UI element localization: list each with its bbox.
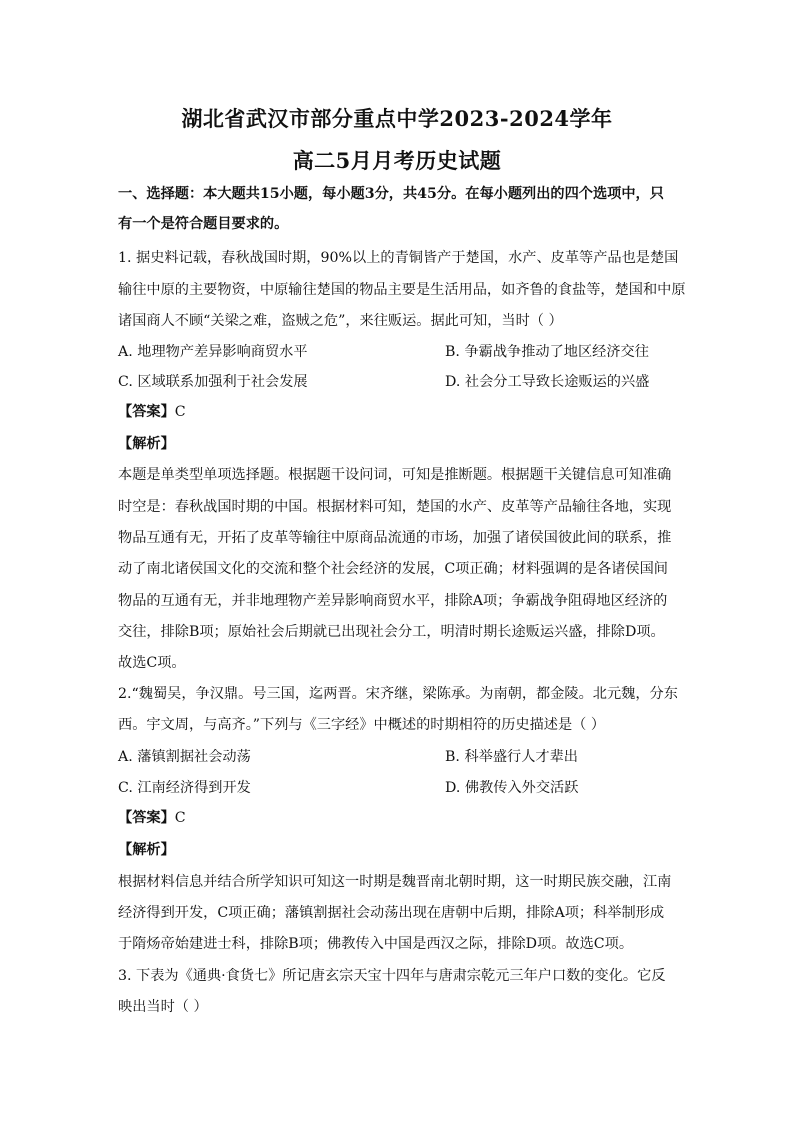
q1-option-a: A. 地理物产差异影响商贸水平 [118,344,308,360]
q1-answer [118,402,186,422]
q2-option-a: A. 藩镇割据社会动荡 [118,749,251,765]
paper-title-line1: 湖北省武汉市部分重点中学2023-2024学年 [181,106,613,131]
q1-stem-line: 输往中原的主要物资，中原输往楚国的物品主要是生活用品，如齐鲁的食盐等，楚国和中原 [118,282,686,298]
q2-analysis-line: 于隋炀帝始建进士科，排除B项；佛教传入中国是西汉之际，排除D项。故选C项。 [118,936,634,952]
q2-option-b: B. 科举盛行人才辈出 [445,749,578,765]
q1-option-b: B. 争霸战争推动了地区经济交往 [445,344,649,360]
q1-option-c: C. 区域联系加强利于社会发展 [118,374,308,390]
q1-stem-line: 诸国商人不顾“关梁之难，盗贼之危”，来往贩运。据此可知，当时（ ） [118,313,563,329]
q1-analysis-line: 交往，排除B项；原始社会后期就已出现社会分工，明清时期长途贩运兴盛，排除D项。 [118,624,665,640]
q2-answer-label: 【答案】 [118,810,175,826]
q2-stem-line: 西。宇文周，与高齐。”下列与《三字经》中概述的时期相符的历史描述是（ ） [118,717,606,733]
q2-stem-line: 2.“魏蜀吴，争汉鼎。号三国，迄两晋。宋齐继，梁陈承。为南朝，都金陵。北元魏，分东 [118,686,678,702]
q1-analysis-label: 【解析】 [118,436,175,452]
q1-analysis-line: 物品互通有无，开拓了皮革等输往中原商品流通的市场，加强了诸侯国彼此间的联系，推 [118,530,672,546]
q1-analysis-line: 物品的互通有无，并非地理物产差异影响商贸水平，排除A项；争霸战争阻碍地区经济的 [118,593,668,609]
paper-title-line2: 高二5月月考历史试题 [292,148,502,173]
q2-option-d: D. 佛教传入外交活跃 [445,780,579,796]
q2-answer-value: C [174,810,186,826]
q1-stem-line: 1. 据史料记载，春秋战国时期，90%以上的青铜皆产于楚国，水产、皮革等产品也是楚国 [118,250,679,266]
q2-analysis-line: 根据材料信息并结合所学知识可知这一时期是魏晋南北朝时期，这一时期民族交融，江南 [118,874,672,890]
section-heading-line1: 一、选择题：本大题共15小题，每小题3分，共45分。在每小题列出的四个选项中，只 [118,186,664,202]
q1-answer-label: 【答案】 [118,404,175,420]
q2-answer [118,808,186,828]
q2-analysis-label: 【解析】 [118,842,175,858]
q1-analysis-line: 故选C项。 [118,655,186,671]
section-heading-line2: 有一个是符合题目要求的。 [118,216,289,232]
q2-analysis-line: 经济得到开发，C项正确；藩镇割据社会动荡出现在唐朝中后期，排除A项；科举制形成 [118,905,665,921]
q3-stem-line: 映出当时（ ） [118,999,208,1015]
q1-analysis-line: 本题是单类型单项选择题。根据题干设问词，可知是推断题。根据题干关键信息可知准确 [118,467,672,483]
q1-answer-value: C [174,404,186,420]
q1-analysis-line: 时空是：春秋战国时期的中国。根据材料可知，楚国的水产、皮革等产品输往各地，实现 [118,499,672,515]
q2-option-c: C. 江南经济得到开发 [118,780,251,796]
q1-option-d: D. 社会分工导致长途贩运的兴盛 [445,374,650,390]
q1-analysis-line: 动了南北诸侯国文化的交流和整个社会经济的发展，C项正确；材料强调的是各诸侯国间 [118,561,668,577]
q3-stem-line: 3. 下表为《通典·食货七》所记唐玄宗天宝十四年与唐肃宗乾元三年户口数的变化。它反 [118,968,666,984]
